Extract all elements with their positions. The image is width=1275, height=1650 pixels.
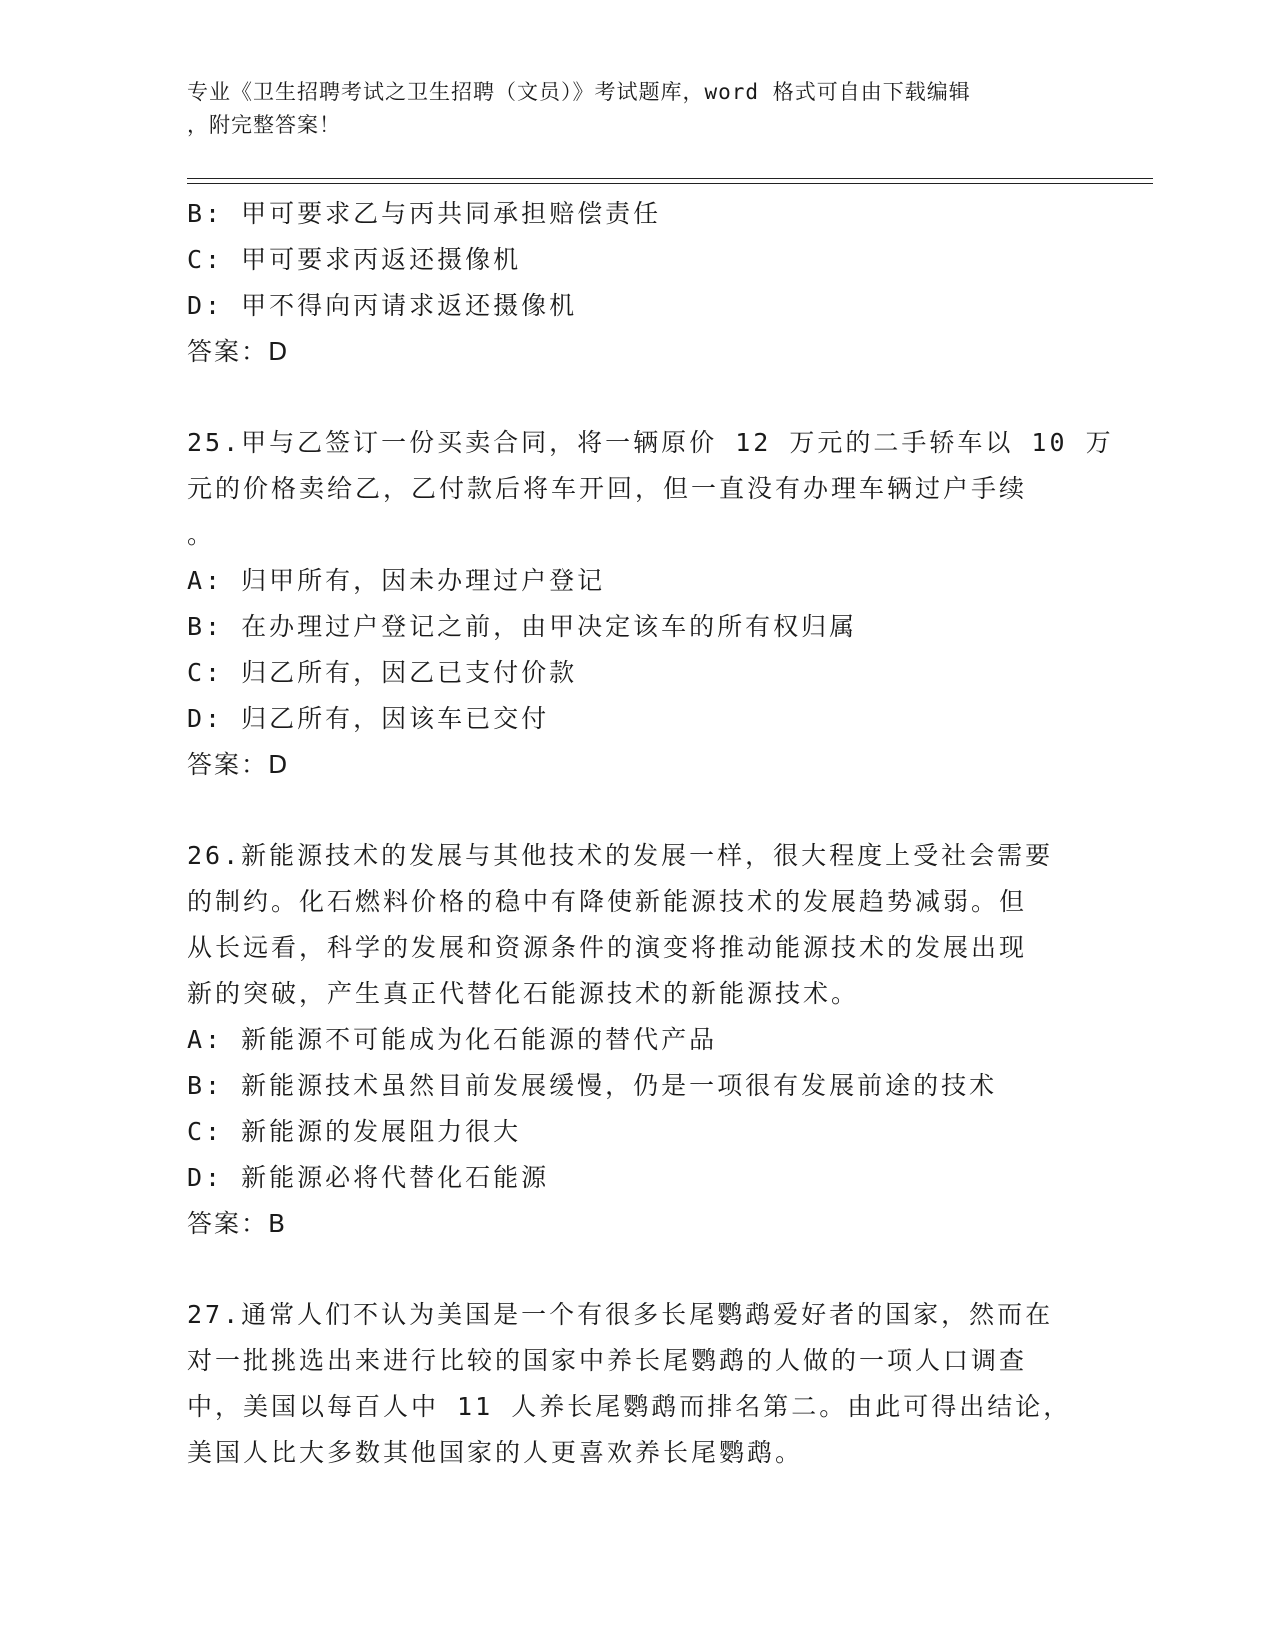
- stem-line: 新的突破，产生真正代替化石能源技术的新能源技术。: [187, 979, 860, 1008]
- option-d: D: 甲不得向丙请求返还摄像机: [187, 291, 578, 320]
- stem-line: 美国人比大多数其他国家的人更喜欢养长尾鹦鹉。: [187, 1438, 804, 1467]
- stem-line: 中，美国以每百人中 11 人养长尾鹦鹉而排名第二。由此可得出结论，: [187, 1392, 1072, 1421]
- document-header: [187, 76, 1067, 142]
- question-stem: [187, 1292, 1077, 1476]
- spacer: [187, 788, 1077, 833]
- question-25: [187, 420, 1114, 788]
- header-divider-top: [187, 178, 1153, 179]
- question-list: [187, 191, 1114, 1476]
- question-26: [187, 833, 1077, 1247]
- answer-label: 答案：B: [187, 1209, 288, 1238]
- option-c: C: 归乙所有，因乙已支付价款: [187, 658, 578, 687]
- option-d: D: 新能源必将代替化石能源: [187, 1163, 550, 1192]
- option-b: B: 在办理过户登记之前，由甲决定该车的所有权归属: [187, 612, 858, 641]
- header-divider-bottom: [187, 183, 1153, 184]
- stem-line: 从长远看，科学的发展和资源条件的演变将推动能源技术的发展出现: [187, 933, 1028, 962]
- stem-line: 对一批挑选出来进行比较的国家中养长尾鹦鹉的人做的一项人口调查: [187, 1346, 1028, 1375]
- question-27: [187, 1292, 1077, 1476]
- answer-label: 答案：D: [187, 750, 290, 779]
- option-c: C: 新能源的发展阻力很大: [187, 1117, 522, 1146]
- question-stem: [187, 833, 1077, 1017]
- question-stem: [187, 420, 1114, 558]
- option-b: B: 新能源技术虽然目前发展缓慢，仍是一项很有发展前途的技术: [187, 1071, 998, 1100]
- spacer: [187, 1247, 1077, 1292]
- header-line-2: ，附完整答案！: [187, 113, 341, 137]
- stem-line: 27.通常人们不认为美国是一个有很多长尾鹦鹉爱好者的国家，然而在: [187, 1300, 1054, 1329]
- stem-line: 的制约。化石燃料价格的稳中有降使新能源技术的发展趋势减弱。但: [187, 887, 1028, 916]
- question-24: [187, 191, 1077, 375]
- option-a: A: 新能源不可能成为化石能源的替代产品: [187, 1025, 718, 1054]
- option-b: B: 甲可要求乙与丙共同承担赔偿责任: [187, 199, 662, 228]
- stem-line: 25.甲与乙签订一份买卖合同，将一辆原价 12 万元的二手轿车以 10 万: [187, 428, 1114, 457]
- stem-line: 。: [187, 520, 216, 549]
- header-line-1: 专业《卫生招聘考试之卫生招聘（文员）》考试题库，word 格式可自由下载编辑: [187, 80, 971, 104]
- option-d: D: 归乙所有，因该车已交付: [187, 704, 550, 733]
- stem-line: 元的价格卖给乙，乙付款后将车开回，但一直没有办理车辆过户手续: [187, 474, 1028, 503]
- stem-line: 26.新能源技术的发展与其他技术的发展一样，很大程度上受社会需要: [187, 841, 1054, 870]
- spacer: [187, 375, 1077, 420]
- answer-label: 答案：D: [187, 337, 290, 366]
- option-c: C: 甲可要求丙返还摄像机: [187, 245, 522, 274]
- option-a: A: 归甲所有，因未办理过户登记: [187, 566, 606, 595]
